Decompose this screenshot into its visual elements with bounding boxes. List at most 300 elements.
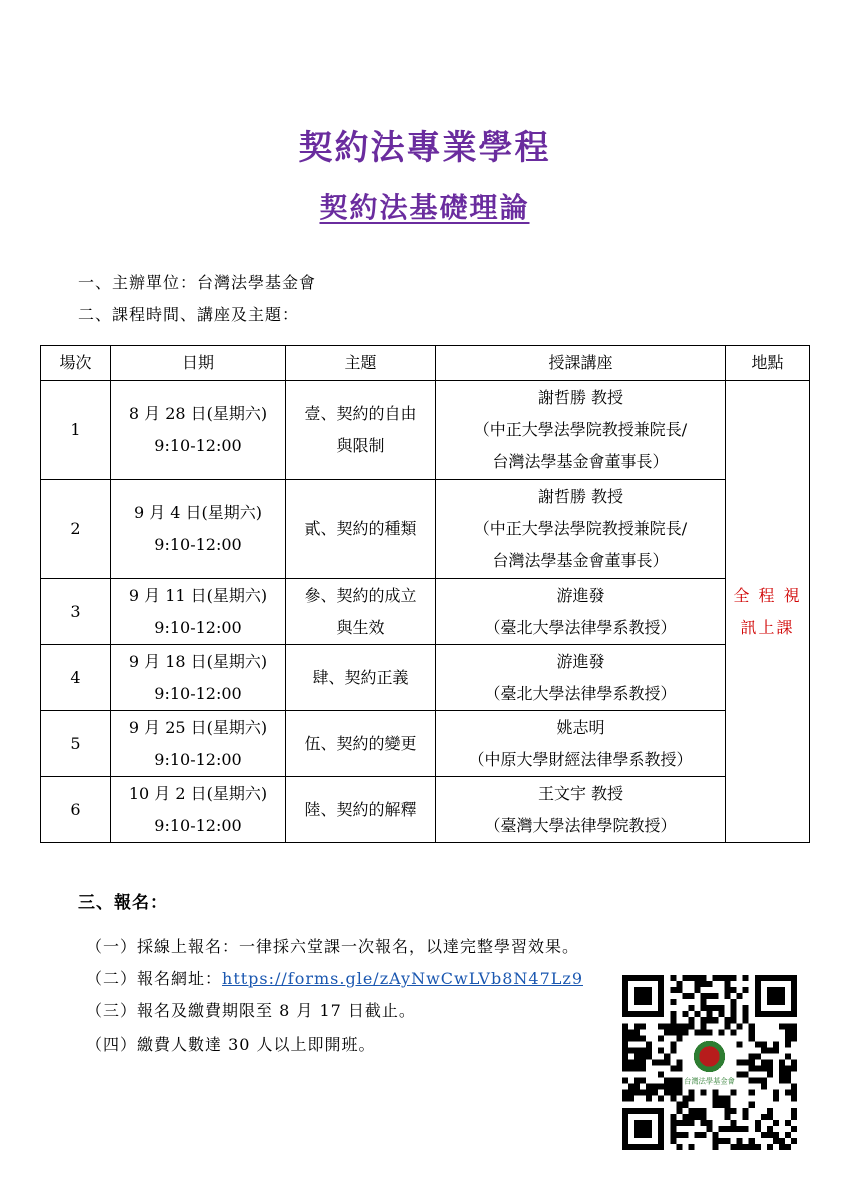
session-lecturer: 王文宇 教授 （臺灣大學法律學院教授） bbox=[436, 777, 726, 843]
qr-module bbox=[713, 1144, 719, 1150]
qr-finder-top-right bbox=[755, 975, 797, 1017]
qr-module bbox=[676, 1102, 682, 1108]
qr-module bbox=[694, 1011, 700, 1017]
schedule-table bbox=[40, 345, 810, 843]
qr-module bbox=[755, 1053, 761, 1059]
qr-module bbox=[743, 987, 749, 993]
qr-module bbox=[700, 975, 706, 981]
qr-module bbox=[767, 1059, 773, 1065]
session-topic: 陸、契約的解釋 bbox=[286, 777, 436, 843]
qr-finder-top-left bbox=[622, 975, 664, 1017]
qr-module bbox=[676, 987, 682, 993]
qr-module bbox=[749, 1023, 755, 1029]
qr-module bbox=[622, 1029, 628, 1035]
qr-module bbox=[779, 1023, 785, 1029]
qr-module bbox=[743, 1059, 749, 1065]
qr-module bbox=[622, 1053, 628, 1059]
qr-module bbox=[670, 1047, 676, 1053]
qr-module bbox=[713, 993, 719, 999]
qr-module bbox=[767, 1114, 773, 1120]
qr-module bbox=[743, 1144, 749, 1150]
qr-module bbox=[785, 1120, 791, 1126]
qr-module bbox=[622, 1035, 628, 1041]
qr-module bbox=[682, 1102, 688, 1108]
qr-module bbox=[755, 1066, 761, 1072]
qr-module bbox=[743, 975, 749, 981]
qr-module bbox=[634, 1090, 640, 1096]
qr-module bbox=[682, 993, 688, 999]
qr-logo-text: 台灣法學基金會 bbox=[684, 1076, 735, 1086]
qr-module bbox=[622, 1066, 628, 1072]
qr-module bbox=[779, 1059, 785, 1065]
session-date: 10 月 2 日(星期六) 9:10-12:00 bbox=[111, 777, 286, 843]
qr-module bbox=[731, 1011, 737, 1017]
page-subtitle bbox=[0, 186, 849, 226]
qr-module bbox=[688, 1114, 694, 1120]
registration-link[interactable]: https://forms.gle/zAyNwCwLVb8N47Lz9 bbox=[222, 969, 583, 988]
qr-module bbox=[640, 1059, 646, 1065]
qr-module bbox=[773, 1090, 779, 1096]
qr-module bbox=[646, 1096, 652, 1102]
qr-module bbox=[706, 981, 712, 987]
qr-module bbox=[664, 1059, 670, 1065]
qr-module bbox=[664, 1090, 670, 1096]
qr-module bbox=[719, 1138, 725, 1144]
qr-module bbox=[658, 1023, 664, 1029]
qr-module bbox=[737, 1126, 743, 1132]
qr-module bbox=[737, 1072, 743, 1078]
qr-module bbox=[622, 1096, 628, 1102]
qr-module bbox=[670, 1084, 676, 1090]
qr-module bbox=[700, 1029, 706, 1035]
qr-module bbox=[731, 987, 737, 993]
qr-module bbox=[737, 1144, 743, 1150]
session-topic: 肆、契約正義 bbox=[286, 645, 436, 711]
qr-module bbox=[706, 993, 712, 999]
qr-module bbox=[646, 1053, 652, 1059]
qr-module bbox=[743, 1011, 749, 1017]
qr-module bbox=[767, 1132, 773, 1138]
qr-module bbox=[688, 975, 694, 981]
qr-module bbox=[791, 1066, 797, 1072]
qr-module bbox=[779, 1066, 785, 1072]
qr-module bbox=[688, 1144, 694, 1150]
qr-module bbox=[749, 1059, 755, 1065]
qr-module bbox=[646, 1041, 652, 1047]
qr-module bbox=[737, 1041, 743, 1047]
qr-module bbox=[785, 1072, 791, 1078]
qr-module bbox=[634, 1023, 640, 1029]
session-lecturer: 謝哲勝 教授 （中正大學法學院教授兼院長/ 台灣法學基金會董事長） bbox=[436, 381, 726, 480]
qr-module bbox=[767, 1108, 773, 1114]
qr-module bbox=[658, 1084, 664, 1090]
qr-module bbox=[737, 1138, 743, 1144]
qr-module bbox=[628, 1047, 634, 1053]
qr-module bbox=[767, 1066, 773, 1072]
session-lecturer: 游進發 （臺北大學法律學系教授） bbox=[436, 579, 726, 645]
qr-module bbox=[706, 1017, 712, 1023]
qr-module bbox=[694, 981, 700, 987]
qr-module bbox=[767, 1047, 773, 1053]
qr-module bbox=[694, 1114, 700, 1120]
qr-module bbox=[737, 1023, 743, 1029]
qr-module bbox=[682, 1029, 688, 1035]
qr-module bbox=[785, 1144, 791, 1150]
session-lecturer: 謝哲勝 教授 （中正大學法學院教授兼院長/ 台灣法學基金會董事長） bbox=[436, 480, 726, 579]
qr-module bbox=[640, 1078, 646, 1084]
qr-module bbox=[719, 1102, 725, 1108]
qr-module bbox=[682, 1114, 688, 1120]
organizer-line: 一、主辦單位：台灣法學基金會 bbox=[78, 273, 317, 292]
qr-module bbox=[670, 1114, 676, 1120]
session-date: 9 月 18 日(星期六) 9:10-12:00 bbox=[111, 645, 286, 711]
header-lecturer: 授課講座 bbox=[436, 346, 726, 381]
qr-module bbox=[749, 1090, 755, 1096]
qr-module bbox=[719, 1126, 725, 1132]
qr-module bbox=[761, 1078, 767, 1084]
qr-module bbox=[725, 1114, 731, 1120]
table-row bbox=[41, 579, 810, 645]
session-topic: 壹、契約的自由 與限制 bbox=[286, 381, 436, 480]
qr-module bbox=[737, 1059, 743, 1065]
qr-module bbox=[791, 1059, 797, 1065]
qr-module bbox=[785, 1053, 791, 1059]
qr-module bbox=[725, 993, 731, 999]
registration-item-4: （四）繳費人數達 30 人以上即開班。 bbox=[86, 1035, 376, 1054]
qr-module bbox=[761, 1047, 767, 1053]
qr-module bbox=[791, 1126, 797, 1132]
qr-module bbox=[743, 1072, 749, 1078]
session-lecturer: 游進發 （臺北大學法律學系教授） bbox=[436, 645, 726, 711]
qr-module bbox=[688, 1096, 694, 1102]
qr-module bbox=[749, 1029, 755, 1035]
qr-module bbox=[773, 1047, 779, 1053]
qr-module bbox=[791, 1108, 797, 1114]
qr-module bbox=[646, 1047, 652, 1053]
qr-module bbox=[719, 1096, 725, 1102]
qr-module bbox=[713, 1102, 719, 1108]
qr-module bbox=[676, 1059, 682, 1065]
registration-item-1: （一）採線上報名：一律採六堂課一次報名，以達完整學習效果。 bbox=[86, 937, 580, 956]
qr-module bbox=[694, 987, 700, 993]
qr-module bbox=[622, 1078, 628, 1084]
qr-module bbox=[785, 1078, 791, 1084]
qr-module bbox=[700, 1108, 706, 1114]
qr-module bbox=[700, 993, 706, 999]
qr-module bbox=[761, 1066, 767, 1072]
session-date: 9 月 25 日(星期六) 9:10-12:00 bbox=[111, 711, 286, 777]
qr-module bbox=[791, 1096, 797, 1102]
qr-module bbox=[700, 1017, 706, 1023]
session-number: 4 bbox=[41, 645, 111, 711]
session-topic: 貳、契約的種類 bbox=[286, 480, 436, 579]
qr-module bbox=[713, 1096, 719, 1102]
qr-module bbox=[646, 1084, 652, 1090]
table-row bbox=[41, 777, 810, 843]
qr-module bbox=[779, 1078, 785, 1084]
qr-module bbox=[743, 1126, 749, 1132]
qr-module bbox=[682, 975, 688, 981]
table-row bbox=[41, 381, 810, 480]
qr-module bbox=[670, 1126, 676, 1132]
session-topic: 伍、契約的變更 bbox=[286, 711, 436, 777]
schedule-heading: 二、課程時間、講座及主題： bbox=[78, 305, 300, 324]
qr-finder-bottom-left bbox=[622, 1108, 664, 1150]
qr-module bbox=[682, 1011, 688, 1017]
qr-module bbox=[628, 1090, 634, 1096]
qr-module bbox=[664, 1053, 670, 1059]
qr-module bbox=[676, 1132, 682, 1138]
session-lecturer: 姚志明 （中原大學財經法律學系教授） bbox=[436, 711, 726, 777]
qr-module bbox=[725, 981, 731, 987]
header-session: 場次 bbox=[41, 346, 111, 381]
table-row bbox=[41, 645, 810, 711]
qr-module bbox=[725, 1138, 731, 1144]
qr-module bbox=[706, 1029, 712, 1035]
qr-module bbox=[658, 1035, 664, 1041]
qr-module bbox=[640, 1047, 646, 1053]
header-venue: 地點 bbox=[726, 346, 810, 381]
qr-module bbox=[767, 1126, 773, 1132]
session-number: 3 bbox=[41, 579, 111, 645]
qr-module bbox=[628, 1084, 634, 1090]
qr-module bbox=[725, 1126, 731, 1132]
qr-module bbox=[694, 1132, 700, 1138]
qr-module bbox=[640, 1023, 646, 1029]
qr-module bbox=[785, 1090, 791, 1096]
qr-module bbox=[743, 1114, 749, 1120]
qr-module bbox=[731, 999, 737, 1005]
qr-module bbox=[713, 975, 719, 981]
qr-module bbox=[688, 1017, 694, 1023]
qr-module bbox=[755, 1144, 761, 1150]
qr-module bbox=[731, 1120, 737, 1126]
qr-module bbox=[725, 1096, 731, 1102]
qr-module bbox=[791, 1035, 797, 1041]
page-title: 契約法專業學程 bbox=[298, 128, 551, 168]
qr-module bbox=[676, 1144, 682, 1150]
qr-module bbox=[694, 1029, 700, 1035]
qr-module bbox=[670, 975, 676, 981]
qr-module bbox=[664, 1029, 670, 1035]
qr-module bbox=[700, 1023, 706, 1029]
qr-module bbox=[706, 1005, 712, 1011]
qr-module bbox=[634, 1047, 640, 1053]
session-number: 5 bbox=[41, 711, 111, 777]
qr-module bbox=[773, 1096, 779, 1102]
registration-item-3: （三）報名及繳費期限至 8 月 17 日截止。 bbox=[86, 1001, 416, 1020]
qr-module bbox=[622, 1047, 628, 1053]
qr-module bbox=[731, 1005, 737, 1011]
qr-code[interactable] bbox=[622, 975, 797, 1150]
qr-module bbox=[737, 993, 743, 999]
qr-module bbox=[688, 1023, 694, 1029]
table-header-row bbox=[41, 346, 810, 381]
qr-module bbox=[670, 1096, 676, 1102]
qr-module bbox=[658, 1072, 664, 1078]
qr-module bbox=[755, 1120, 761, 1126]
qr-module bbox=[658, 1047, 664, 1053]
qr-module bbox=[749, 1102, 755, 1108]
qr-module bbox=[755, 1126, 761, 1132]
qr-module bbox=[676, 1108, 682, 1114]
qr-module bbox=[664, 1084, 670, 1090]
header-topic: 主題 bbox=[286, 346, 436, 381]
qr-module bbox=[676, 1090, 682, 1096]
qr-module bbox=[761, 1041, 767, 1047]
session-number: 2 bbox=[41, 480, 111, 579]
qr-module bbox=[719, 1029, 725, 1035]
qr-module bbox=[725, 1017, 731, 1023]
qr-module bbox=[749, 1066, 755, 1072]
page-subtitle-text: 契約法基礎理論 bbox=[319, 191, 530, 224]
session-topic: 參、契約的成立 與生效 bbox=[286, 579, 436, 645]
qr-module bbox=[767, 1144, 773, 1150]
qr-module bbox=[700, 1132, 706, 1138]
venue-cell: 全 程 視 訊上課 bbox=[726, 381, 810, 843]
qr-module bbox=[670, 1066, 676, 1072]
qr-module bbox=[694, 1108, 700, 1114]
qr-module bbox=[761, 1114, 767, 1120]
qr-module bbox=[670, 999, 676, 1005]
qr-module bbox=[622, 1041, 628, 1047]
qr-module bbox=[640, 1035, 646, 1041]
qr-module bbox=[731, 975, 737, 981]
qr-module bbox=[634, 1084, 640, 1090]
header-date: 日期 bbox=[111, 346, 286, 381]
qr-module bbox=[713, 1005, 719, 1011]
qr-module bbox=[676, 1120, 682, 1126]
qr-module bbox=[773, 1041, 779, 1047]
qr-module bbox=[785, 1035, 791, 1041]
qr-module bbox=[700, 999, 706, 1005]
qr-module bbox=[731, 1126, 737, 1132]
qr-module bbox=[791, 1114, 797, 1120]
qr-module bbox=[755, 1078, 761, 1084]
qr-module bbox=[652, 1090, 658, 1096]
qr-module bbox=[628, 1096, 634, 1102]
qr-module bbox=[670, 1017, 676, 1023]
qr-module bbox=[670, 1090, 676, 1096]
qr-module bbox=[779, 1138, 785, 1144]
qr-module bbox=[622, 1090, 628, 1096]
qr-module bbox=[688, 1005, 694, 1011]
qr-module bbox=[749, 1078, 755, 1084]
table-row bbox=[41, 480, 810, 579]
qr-module bbox=[670, 1120, 676, 1126]
qr-module bbox=[743, 1005, 749, 1011]
qr-module bbox=[622, 1023, 628, 1029]
qr-module bbox=[743, 1108, 749, 1114]
qr-module bbox=[670, 1011, 676, 1017]
qr-module bbox=[640, 1066, 646, 1072]
qr-module bbox=[725, 987, 731, 993]
qr-module bbox=[658, 1059, 664, 1065]
qr-module bbox=[652, 1084, 658, 1090]
qr-module bbox=[761, 1132, 767, 1138]
session-number: 1 bbox=[41, 381, 111, 480]
qr-module bbox=[791, 1084, 797, 1090]
qr-module bbox=[622, 1059, 628, 1065]
qr-module bbox=[731, 1108, 737, 1114]
qr-module bbox=[700, 1120, 706, 1126]
qr-module bbox=[749, 1035, 755, 1041]
qr-module bbox=[670, 1029, 676, 1035]
qr-module bbox=[664, 1078, 670, 1084]
qr-module bbox=[706, 1011, 712, 1017]
qr-module bbox=[676, 1029, 682, 1035]
qr-module bbox=[634, 1035, 640, 1041]
table-row bbox=[41, 711, 810, 777]
qr-module bbox=[670, 1078, 676, 1084]
qr-module bbox=[676, 1023, 682, 1029]
qr-module bbox=[628, 1035, 634, 1041]
session-number: 6 bbox=[41, 777, 111, 843]
qr-module bbox=[719, 1005, 725, 1011]
qr-module bbox=[628, 1029, 634, 1035]
qr-module bbox=[719, 1011, 725, 1017]
qr-module bbox=[676, 1084, 682, 1090]
qr-module bbox=[688, 1120, 694, 1126]
qr-module bbox=[731, 1029, 737, 1035]
session-date: 9 月 4 日(星期六) 9:10-12:00 bbox=[111, 480, 286, 579]
qr-module bbox=[725, 1108, 731, 1114]
qr-module bbox=[761, 1059, 767, 1065]
qr-module bbox=[779, 1072, 785, 1078]
qr-module bbox=[688, 1108, 694, 1114]
qr-module bbox=[670, 987, 676, 993]
qr-center-logo bbox=[684, 1035, 735, 1089]
qr-module bbox=[634, 1059, 640, 1065]
qr-module bbox=[791, 1138, 797, 1144]
qr-module bbox=[628, 1066, 634, 1072]
qr-module bbox=[773, 1120, 779, 1126]
qr-module bbox=[791, 1090, 797, 1096]
qr-module bbox=[713, 1132, 719, 1138]
qr-module bbox=[743, 1017, 749, 1023]
qr-module bbox=[670, 1138, 676, 1144]
qr-module bbox=[682, 1120, 688, 1126]
qr-module bbox=[670, 1132, 676, 1138]
registration-heading: 三、報名： bbox=[78, 893, 168, 913]
session-date: 9 月 11 日(星期六) 9:10-12:00 bbox=[111, 579, 286, 645]
registration-item-2 bbox=[86, 966, 583, 989]
qr-module bbox=[694, 975, 700, 981]
qr-module bbox=[634, 1078, 640, 1084]
qr-module bbox=[670, 1023, 676, 1029]
qr-module bbox=[749, 1053, 755, 1059]
qr-module bbox=[761, 1084, 767, 1090]
qr-module bbox=[640, 1053, 646, 1059]
qr-module bbox=[713, 1017, 719, 1023]
qr-module bbox=[676, 1078, 682, 1084]
qr-module bbox=[640, 1090, 646, 1096]
qr-module bbox=[706, 1120, 712, 1126]
qr-module bbox=[634, 1029, 640, 1035]
qr-module bbox=[700, 1005, 706, 1011]
qr-module bbox=[785, 1029, 791, 1035]
qr-module bbox=[682, 1023, 688, 1029]
qr-module bbox=[725, 1102, 731, 1108]
qr-module bbox=[791, 1029, 797, 1035]
qr-module bbox=[682, 1096, 688, 1102]
qr-module bbox=[755, 1041, 761, 1047]
qr-module bbox=[713, 1138, 719, 1144]
qr-module bbox=[731, 1144, 737, 1150]
qr-module bbox=[646, 1090, 652, 1096]
qr-module bbox=[706, 1126, 712, 1132]
qr-module bbox=[664, 1023, 670, 1029]
